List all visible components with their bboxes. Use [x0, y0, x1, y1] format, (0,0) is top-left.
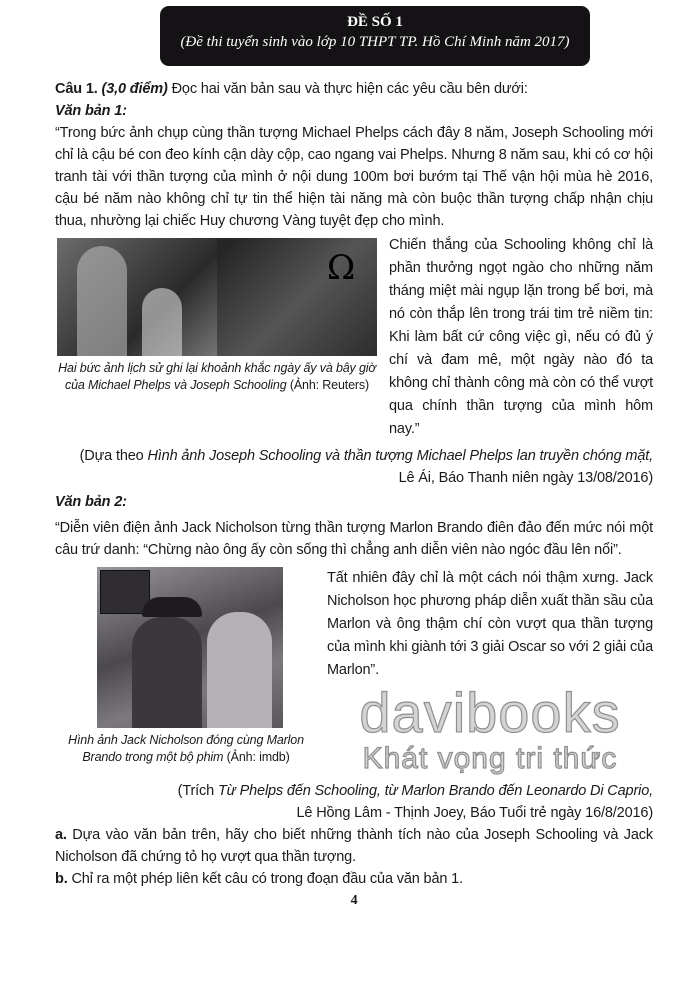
source-author: Lê Hồng Lâm - Thịnh Joey, Báo Tuổi trẻ ngày 16/8/2016)	[296, 805, 653, 821]
question-label: Câu 1.	[55, 81, 98, 97]
source-prefix: (Trích	[177, 783, 215, 799]
nicholson-brando-photo	[97, 567, 283, 728]
caption-credit: (Ảnh: Reuters)	[289, 378, 370, 392]
task-label: b.	[55, 871, 68, 887]
caption-text: Hình ảnh Jack Nicholson đóng cùng Marlon Brando trong một bộ phim	[68, 733, 304, 764]
watermark-brand: davibooks	[359, 681, 621, 744]
text2-side-column	[327, 567, 653, 776]
source-title: Từ Phelps đến Schooling, từ Marlon Brando đến Leonardo Di Caprio,	[217, 783, 653, 799]
question-points: (3,0 điểm)	[101, 81, 168, 97]
caption-credit: (Ảnh: imdb)	[226, 750, 290, 764]
phelps-schooling-photo	[57, 238, 377, 356]
question-heading	[55, 78, 653, 100]
text2-figure	[55, 567, 317, 766]
watermark-tagline: Khát vọng tri thức	[362, 742, 618, 775]
text2-side-paragraph: Tất nhiên đây chỉ là một cách nói thậm xưng. Jack Nicholson học phương pháp diễn xuất thần sầu của Marlon và ông thậm chí còn vượt qua thần tượng của mình khi giành tới 3 giải Oscar so với 2 giải của Marlon”.	[327, 570, 653, 678]
text2-paragraph: “Diễn viên điện ảnh Jack Nicholson từng thần tượng Marlon Brando điên đảo đến mức nói một câu trứ danh: “Chừng nào ông ấy còn sống thì chẳng anh diễn viên nào ngóc đầu lên nổi”.	[55, 520, 653, 558]
task-a	[55, 824, 653, 868]
source-title: Hình ảnh Joseph Schooling và thần tượng Michael Phelps lan truyền chóng mặt,	[147, 448, 653, 464]
text2-figure-row	[55, 567, 653, 776]
task-text: Chỉ ra một phép liên kết câu có trong đoạn đầu của văn bản 1.	[71, 871, 463, 887]
text1-figure-row	[55, 238, 653, 441]
task-text: Dựa vào văn bản trên, hãy cho biết những thành tích nào của Joseph Schooling và Jack Nicholson đã chứng tỏ họ vượt qua thần tượng.	[55, 827, 653, 865]
question-instruction: Đọc hai văn bản sau và thực hiện các yêu cầu bên dưới:	[171, 81, 528, 97]
source-prefix: (Dựa theo	[79, 448, 144, 464]
task-b	[55, 868, 653, 890]
text1-heading: Văn bản 1:	[55, 103, 127, 119]
exam-subtitle: (Đề thi tuyển sinh vào lớp 10 THPT TP. Hồ Chí Minh năm 2017)	[180, 34, 570, 50]
task-label: a.	[55, 827, 67, 843]
text2-heading: Văn bản 2:	[55, 494, 127, 510]
exam-header	[160, 6, 590, 66]
text1-caption	[55, 360, 379, 394]
page-content	[55, 6, 653, 910]
omega-logo: Ω	[327, 248, 356, 288]
source-author: Lê Ái, Báo Thanh niên ngày 13/08/2016)	[398, 470, 653, 486]
text2-caption	[55, 732, 317, 766]
text2-source	[55, 780, 653, 824]
text1-paragraph: “Trong bức ảnh chụp cùng thần tượng Michael Phelps cách đây 8 năm, Joseph Schooling mới chỉ là cậu bé con đeo kính cận dày cộp, cao ngang vai Phelps. Nhưng 8 năm sau, khi có cơ hội tranh tài với thần tượng của mình ở nội dung 100m bơi bướm tại Thế vận hội mùa hè 2016, cậu bé năm nào không chỉ tự tin thể hiện tài năng mà còn buộc thần tượng chấp nhận chịu thua, nhường lại chiếc Huy chương Vàng tuyệt đẹp cho mình.	[55, 125, 653, 229]
text1-source	[55, 445, 653, 489]
page-number: 4	[350, 893, 358, 908]
caption-text: Hai bức ảnh lịch sử ghi lại khoảnh khắc ngày ấy và bây giờ của Michael Phelps và Joseph Schooling	[58, 361, 376, 392]
exam-title: ĐỀ SỐ 1	[347, 14, 403, 30]
text1-side-paragraph: Chiến thắng của Schooling không chỉ là phần thưởng ngọt ngào cho những năm tháng miệt mài ngụp lặn trong bể bơi, mà nó còn thắp lên trong trái tim trẻ niềm tin: Khi làm bất cứ công việc gì, nếu có đủ ý chí và đam mê, một ngày nào đó ta không chỉ thành công mà còn có thể vượt qua chính thần tượng của mình hôm nay.”	[389, 237, 653, 437]
text1-figure	[55, 238, 379, 394]
